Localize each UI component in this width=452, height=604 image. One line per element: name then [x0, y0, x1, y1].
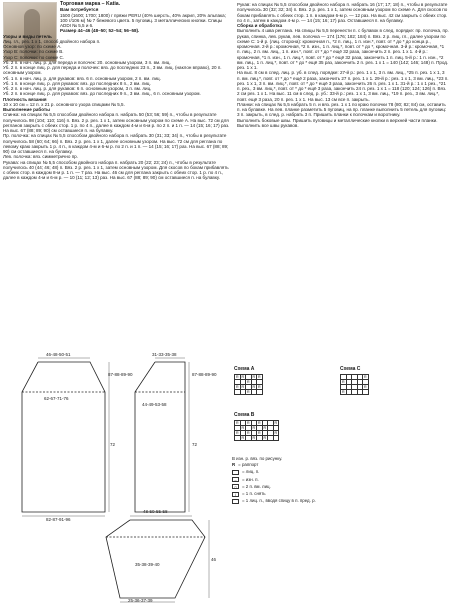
- assembly-paragraph: Планки: на спицах № 5,5 набрать 5 п. и вяз. рез. 1 х 1 по краю полочки 78 (80; 82; 84) см, оставить п. на булавке. На лев. планке разметить 5 пуговиц, на пр. планке выполнить 5 петель для пуговиц: 3 п. закрыть, в след. р. набрать 3 п. Пришить планки к полочкам и воротнику.: [237, 101, 447, 118]
- scheme-row: [235, 390, 263, 395]
- legend-item: [232, 462, 382, 468]
- scheme-cell: R: [341, 380, 345, 384]
- sleeve-bottom-width: 25-36-37-39: [128, 598, 153, 603]
- scheme-cell: R: [252, 385, 256, 389]
- density-heading: Плотность вязания: [3, 96, 47, 102]
- legend-mark: R: [232, 462, 236, 467]
- pattern-line: Уб. 1 п. в конце лиц. р. для рукавов: вяз. до последних 8 п., 2 вм. лиц.: [3, 80, 151, 86]
- stitch-schemes: [232, 318, 450, 568]
- scheme-cell: R: [246, 380, 250, 384]
- front-inner-width: 44-49-53-58: [142, 402, 167, 407]
- scheme-cell: R: [241, 385, 245, 389]
- scheme-cell: R: [257, 375, 261, 379]
- scheme-cell: R: [252, 436, 256, 440]
- legend-swatch: [232, 470, 239, 475]
- scheme-cell: R: [241, 375, 245, 379]
- right-text-column: [237, 2, 449, 316]
- pattern-line: Основной узор: по схеме А.: [3, 44, 62, 49]
- pattern-line: Уб. 1 п. в нач. лиц. р. для рукавов: вяз. 6 п. основным узором, 2 п. вм. лиц.: [3, 75, 161, 81]
- patterns-heading: Узоры и виды петель: [3, 33, 52, 39]
- materials-heading: Вам потребуется: [60, 7, 99, 13]
- back-length: 87-88-89-90: [108, 372, 133, 377]
- pattern-line: Уб. 2 п. в нач. лиц. р. для рукавов: 6 п. основным узором, 3 п. вм. лиц.: [3, 86, 152, 91]
- scheme-cell: R: [235, 431, 239, 435]
- sleeve-top-width: 48-50-55-58: [143, 509, 168, 514]
- legend-swatch: ∩: [232, 484, 239, 489]
- scheme-cell: [257, 390, 263, 395]
- brand-line: Торговая марка – Katia.: [60, 1, 121, 7]
- legend-text: = 1 лиц. п., вводя спицу в п. пред. р.: [242, 498, 316, 504]
- assembly-heading: Сборка и обработка: [237, 23, 283, 28]
- materials-text: 1500 (1600; 1700; 1800) г пряжи PERU (40% шерсть, 40% акрил, 20% альпака; 100 г/106 м) № 7 бежевого цвета. 5 пуговиц. 3 металлических кнопки. Спицы ADDI № 5,5 и 6.: [60, 12, 226, 28]
- scheme-a-title: Схема А: [234, 366, 255, 372]
- legend-intro: В изн. р. вяз. по рисунку.: [232, 456, 283, 461]
- legend-item: [232, 498, 382, 504]
- left-text-wide: [3, 34, 230, 181]
- legend-item: [232, 477, 382, 483]
- front-armhole-height: 72: [192, 442, 198, 447]
- scheme-cell: R: [246, 421, 250, 425]
- execution-paragraph: Спинка: на спицах № 5,5 способом двойного набора п. набрать 50 (53; 56; 59) п., чтобы в результате получилось 98 (104; 110; 116) п. Вяз. 2 р. рез. 1 х 1, затем основным узором по схеме А. На выс. 72 см для регланов закрыть с обеих стор. 1 р. по 4 п., далее в каждом 4-м и 6-м р. по 2 п. и 1 п. — 14 (15; 16; 17) раз. На выс. 67 (88; 89; 90) см оставшиеся п. на булавку.: [3, 112, 230, 133]
- sleeve-text: Рукав: на спицах № 5,5 способом двойного набора п. набрать 16 (17; 17; 18) п., чтобы в результате получилось 30 (32; 32; 34) п. Вяз. 2 р. рез. 1 х 1, затем основным узором по схеме А. Для скосов по бокам прибавлять с обеих стор. 1 п. в каждом 6-м р. — 12 раз. На выс. 42 см закрыть с обеих стор. по 4 п., затем в каждом 4-м р. — 14 (15; 16; 17) раз. Оставшиеся п. на булавку.: [237, 2, 448, 23]
- scheme-cell: R: [235, 375, 239, 379]
- scheme-cell: [273, 436, 279, 441]
- scheme-cell: R: [246, 431, 250, 435]
- pattern-line: Уб. 2 п. в конце лиц. р. для рукавов: вяз. до последних 9 п., 3 вм. лиц., 6 п. основным узором.: [3, 91, 201, 97]
- scheme-cell: R: [241, 436, 245, 440]
- scheme-cell: R: [252, 426, 256, 430]
- execution-paragraph: Лев. полочка: вяз. симметрично пр.: [3, 154, 78, 160]
- sleeve-piece-outline: [106, 520, 205, 598]
- size-line: Размер 44–46 (48–50; 52–54; 56–58).: [60, 28, 140, 34]
- scheme-cell: [363, 390, 369, 395]
- pattern-pieces-svg: [0, 352, 236, 604]
- back-inner-width: 62-67-71-76: [44, 396, 69, 401]
- back-top-width: 46-48-50-51: [46, 352, 71, 357]
- scheme-cell: R: [363, 385, 367, 389]
- scheme-row: [341, 390, 369, 395]
- back-armhole-height: 72: [110, 442, 116, 447]
- legend-swatch: /: [232, 492, 239, 497]
- legend-item: [232, 484, 382, 490]
- pattern-line: Уб. 2 п. в нач. лиц. р. для переда и полочек: 20. основным узором, 3 п. вм. лиц.: [3, 59, 171, 65]
- execution-heading: Выполнение работы: [3, 107, 50, 112]
- pattern-line: Узор С: полочки: по схеме С.: [3, 54, 64, 60]
- sleeve-mid-width: 35-38-39-40: [135, 562, 160, 567]
- density-text: 10 х 10 см = 12 п. х 21 р. основного узора спицами № 5,5.: [3, 101, 125, 107]
- front-top-width: 31-33-35-38: [152, 352, 177, 357]
- scheme-cell: R: [257, 431, 261, 435]
- legend-text: = лиц. п.: [242, 469, 260, 475]
- legend-text: = 2 п. вм. лиц.: [242, 483, 271, 489]
- back-bottom-width: 82-87-91-96: [46, 517, 71, 522]
- scheme-cell: R: [257, 385, 261, 389]
- scheme-cell: R: [274, 431, 278, 435]
- legend-swatch: –: [232, 477, 239, 482]
- scheme-c-title: Схема С: [340, 366, 361, 372]
- front-piece-outline: [135, 362, 185, 512]
- pattern-pieces-diagram: [0, 352, 236, 604]
- scheme-cell: R: [252, 375, 256, 379]
- left-text-column: [3, 1, 230, 350]
- scheme-cell: R: [274, 421, 278, 425]
- scheme-cell: R: [263, 436, 267, 440]
- scheme-cell: R: [235, 421, 239, 425]
- legend-text: = 1 п. снять: [242, 491, 266, 497]
- legend-text: = раппорт: [238, 462, 259, 467]
- pattern-line: Узор В: полочки: по схеме В.: [3, 49, 64, 55]
- scheme-cell: R: [257, 421, 261, 425]
- scheme-cell: R: [263, 426, 267, 430]
- legend-swatch: ⌒: [233, 498, 238, 504]
- legend-item: [232, 469, 382, 475]
- back-piece-outline: [22, 362, 105, 512]
- scheme-cell: R: [246, 390, 250, 394]
- scheme-cell: R: [341, 390, 345, 394]
- legend-text: = изн. п.: [242, 476, 259, 482]
- assembly-paragraph: Выполнить 4 шва реглана. На спицы № 5,5 перенести п. с булавок в след. порядке: пр. полочка, пр. рукав, спинка, лев. рукав, лев. полочка — 174 (176; 182; 184) п. Вяз. 2 р. лиц. гл., далее узором по схеме С: 1-й р. (лиц. сторона): кромочная п., *2 п. лиц., 1 п. изн.*, повт. от * до * до конца р., кромочная. 2-й р.: кромочная, *2 п. изн., 1 п. лиц.*, повт. от * до *, кромочная. 3-й р.: кромочная, *1 п. лиц., 2 п. вм. лиц., 1 п. изн.*, повт. от * до * ещё 32 раза, закончить 2 п. рез. 1 х 1. 4-й р.: кромочная, *1 п. изн., 1 п. лиц.*, повт. от * до * ещё 32 раза, закончить 1 п. лиц. 5-й р.: 1 п. изн., *2 вм. лиц., 1 п. лиц.*, повт. от * до * ещё 35 раз, закончить 2 п. рез. 1 х 1 = 140 (142; 146; 148) п. Прод. рез. 1 х 1.: [237, 28, 449, 70]
- sleeve-length: 46: [211, 557, 217, 562]
- assembly-paragraph: Выполнить боковые швы. Пришить пуговицы и металлические кнопки в верхней части планки. Выполнить все швы рукавов.: [237, 117, 438, 128]
- scheme-a-grid: [234, 374, 263, 395]
- scheme-row: [235, 436, 279, 441]
- front-length: 87-88-89-90: [192, 372, 217, 377]
- scheme-b-title: Схема В: [234, 412, 255, 418]
- pattern-line: Уб. 2 п. в конце лиц. р. для переда и полочек: вяз. до последних 23 п., 3 вм. лиц. (наклон вправо), 20 п. основным узором.: [3, 65, 222, 76]
- scheme-b-grid: [234, 420, 279, 441]
- scheme-cell: R: [241, 426, 245, 430]
- execution-paragraph: Рукава: на спицах № 5,5 способом двойного набора п. набрать 20 (22; 23; 24) п., чтобы в результате получилось 40 (44; 46; 48) п. Вяз. 2 р. рез. 1 х 1, затем основным узором. Для скосов по бокам прибавлять с обеих стор. в каждом 8-м р. 1 п. — 7 раз. На выс. 46 см для реглана закрыть с обеих стор. 1 р. по 4 п., далее в каждом 4-м и 6-м р. — 10 (11; 12; 13) раз. На выс. 67 (88; 89; 90) см оставшиеся п. на булавку.: [3, 159, 229, 181]
- pattern-line: Лиц. гл., рез. 1 х 1, способ двойного набора п.: [3, 38, 101, 44]
- scheme-legend: [232, 456, 382, 506]
- assembly-paragraph: На выс. 8 см в след. лиц. р. уб. в след. порядке: 27-й р.: рез. 1 х 1, 3 п. вм. лиц., *25 п. рез. 1 х 1, 3 п. вм. лиц.*, повт. от * до * ещё 2 раза, закончить 27 п. рез. 1 х 1. 29-й р.: рез. 1 х 1, 3 вм. лиц., *23 п. рез. 1 х 1, 3 п. вм. лиц.*, повт. от * до * ещё 3 раза, закончить 26 п. рез. 1 х 1. 31-й р.: 1 х 1 рез., *21 п. рез., 3 вм. лиц.*, повт. от * до * ещё 3 раза, закончить 24 п. рез. 1 х 1 = 118 (120; 124; 126) п. Вяз. 2 см рез. 1 х 1. На выс. 11 см в след. р. уб.: 33-й р.: рез. 1 х 1, 3 вм. лиц., *19 п. рез., 3 вм. лиц.*, повт. ещё 3 раза, 20 п. рез. 1 х 1. На выс. 13 см все п. закрыть.: [237, 70, 449, 102]
- legend-item: [232, 491, 382, 497]
- scheme-c-grid: [340, 374, 369, 395]
- scheme-cell: R: [363, 375, 367, 379]
- execution-paragraph: Пр. полочка: на спицах № 5,5 способом двойного набора п. набрать 30 (31; 33; 34) п., чтобы в результате получилось 58 (60; 64; 66) п. Вяз. 2 р. рез. 1 х 1, далее основным узором. На выс. 72 см для реглана по левому краю закрыть 1 р. 4 п., в каждом 4-м и 6-м р. по 2 п. и 1 п. — 14 (15; 16; 17) раз. На выс. 67 (88; 89; 90) см оставшиеся п. на булавку.: [3, 133, 229, 154]
- scheme-cell: R: [235, 385, 239, 389]
